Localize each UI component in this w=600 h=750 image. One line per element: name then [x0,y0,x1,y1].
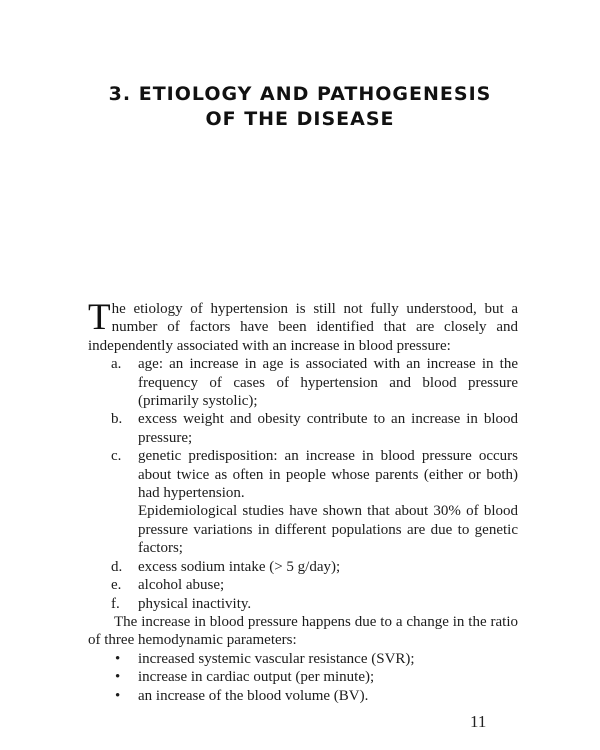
list-item-text: increase in cardiac output (per minute); [138,669,375,686]
bullet-icon: • [115,687,121,704]
chapter-title [90,82,510,132]
list-marker: e. [111,577,122,594]
list-item-text: physical inactivity. [138,595,252,612]
list-item [88,410,518,447]
list-item-text: an increase of the blood volume (BV). [138,687,369,704]
risk-factor-list-continued [88,558,518,613]
genetic-note: Epidemiological studies have shown that about 30% of blood pressure variations in different populations are due to genetic factors; [138,503,518,557]
list-item [88,687,518,705]
list-item-text: excess sodium intake (> 5 g/day); [138,558,341,575]
hemodynamic-parameter-list [88,650,518,705]
body-text [88,297,518,705]
list-item-text: genetic predisposition: an increase in blood pressure occurs about twice as often in people whose parents (either or both) had hypertension. [138,448,518,502]
list-item [88,576,518,594]
list-item [88,668,518,686]
list-item-text: age: an increase in age is associated with an increase in the frequency of cases of hypertension and blood pressure (primarily systolic); [138,356,518,410]
bullet-icon: • [115,650,121,667]
list-item-text: alcohol abuse; [138,577,225,594]
hemodynamic-paragraph: The increase in blood pressure happens due to a change in the ratio of three hemodynamic parameters: [88,613,518,649]
list-marker: f. [111,595,120,612]
risk-factor-list [88,355,518,502]
intro-paragraph [88,297,518,355]
list-item [88,558,518,576]
list-item-text: increased systemic vascular resistance (SVR); [138,650,415,667]
bullet-icon: • [115,669,121,686]
list-marker: a. [111,356,122,373]
list-marker: b. [111,411,123,428]
list-item [88,355,518,410]
chapter-title-line-1: 3. ETIOLOGY AND PATHOGENESIS [108,83,492,105]
drop-cap: T [88,297,111,338]
list-item-text: excess weight and obesity contribute to an increase in blood pressure; [138,411,518,446]
list-marker: d. [111,558,123,575]
chapter-title-line-2: OF THE DISEASE [205,108,395,130]
list-item [88,650,518,668]
intro-text: he etiology of hypertension is still not fully understood, but a number of factors have been identified that are closely and independently associated with an increase in blood pressure: [88,301,518,354]
page-number: 11 [470,712,487,731]
list-item [88,447,518,502]
list-marker: c. [111,448,122,465]
list-item [88,595,518,613]
